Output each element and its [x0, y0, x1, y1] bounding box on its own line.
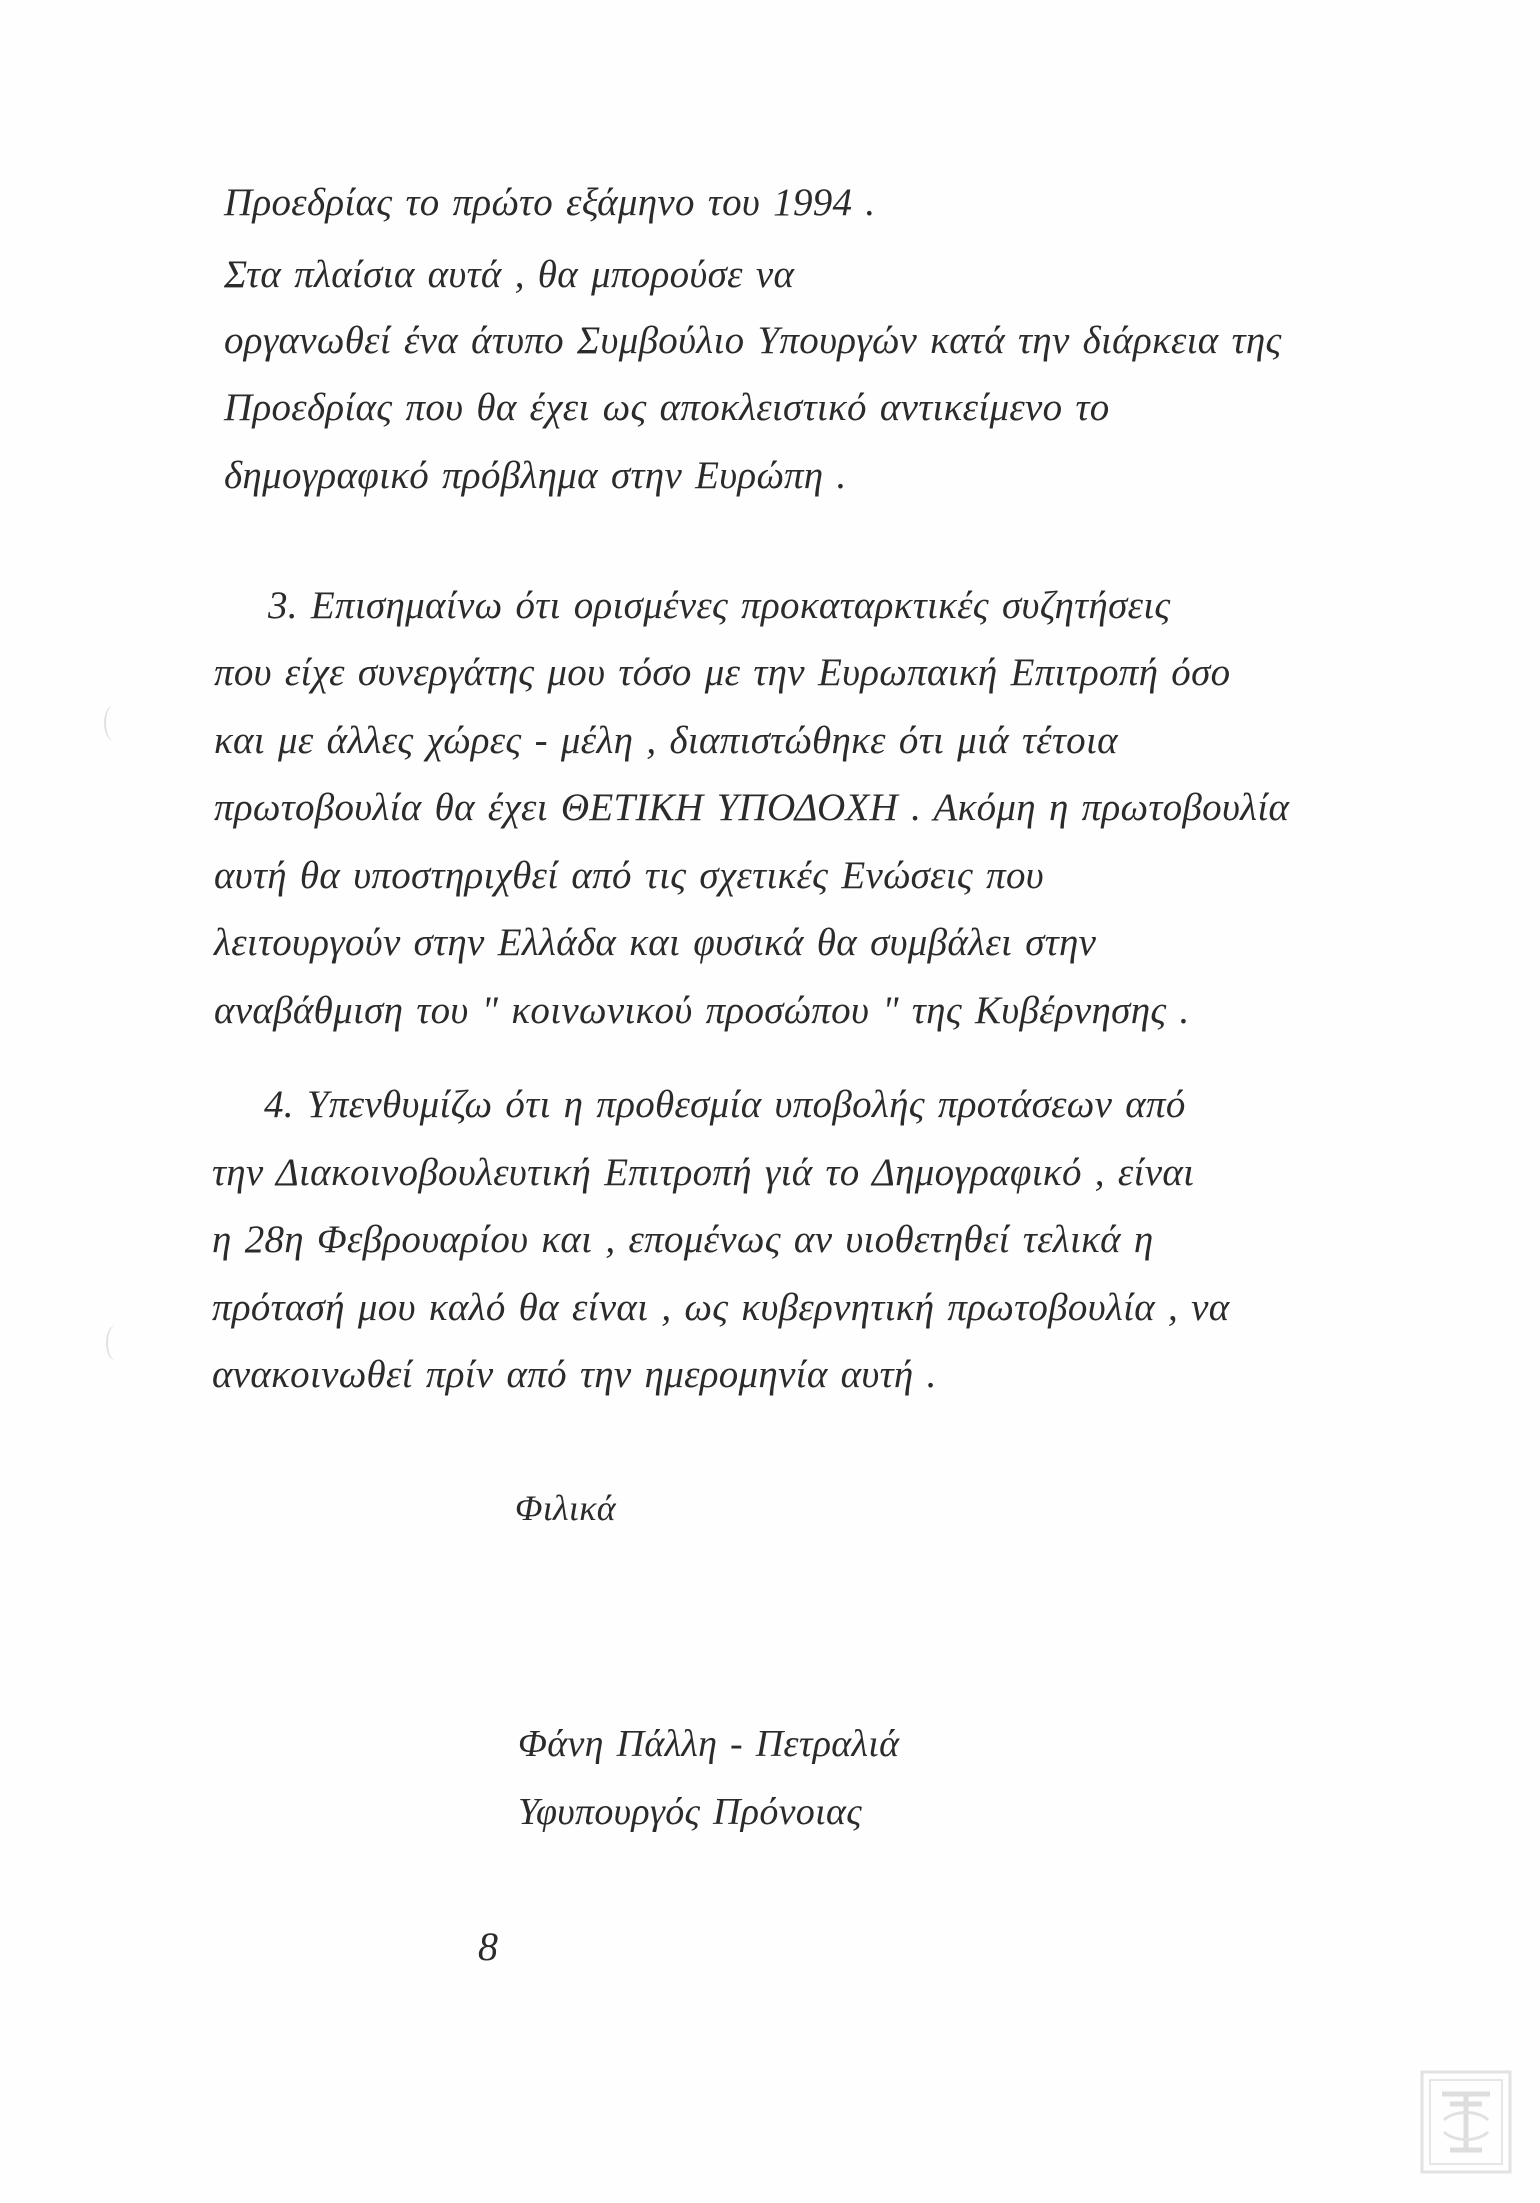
- paragraph-4-line-3: η 28η Φεβρουαρίου και , επομένως αν υιοθετηθεί τελικά η: [212, 1218, 1154, 1261]
- paragraph-3-line-7: αναβάθμιση του " κοινωνικού προσώπου " της Κυβέρνησης .: [214, 989, 1190, 1032]
- text-line-1: Προεδρίας το πρώτο εξάμηνο του 1994 .: [224, 181, 876, 224]
- paragraph-4-line-1: 4. Υπενθυμίζω ότι η προθεσμία υποβολής προτάσεων από: [264, 1083, 1186, 1126]
- paragraph-3-line-2: που είχε συνεργάτης μου τόσο με την Ευρωπαική Επιτροπή όσο: [214, 651, 1231, 694]
- paragraph-3-line-6: λειτουργούν στην Ελλάδα και φυσικά θα συμβάλει στην: [214, 921, 1097, 964]
- paragraph-4-line-2: την Διακοινοβουλευτική Επιτροπή γιά το Δημογραφικό , είναι: [212, 1151, 1195, 1194]
- text-line-3: οργανωθεί ένα άτυπο Συμβούλιο Υπουργών κατά την διάρκεια της: [224, 319, 1282, 362]
- signature-title: Υφυπουργός Πρόνοιας: [518, 1791, 862, 1833]
- closing-salutation: Φιλικά: [515, 1488, 616, 1528]
- paragraph-3-line-4: πρωτοβουλία θα έχει ΘΕΤΙΚΗ ΥΠΟΔΟΧΗ . Ακόμη η πρωτοβουλία: [214, 786, 1290, 829]
- text-line-2: Στα πλαίσια αυτά , θα μπορούσε να: [224, 253, 795, 296]
- paragraph-4-line-5: ανακοινωθεί πρίν από την ημερομηνία αυτή .: [212, 1353, 937, 1396]
- signature-name: Φάνη Πάλλη - Πετραλιά: [518, 1723, 900, 1765]
- text-line-5: δημογραφικό πρόβλημα στην Ευρώπη .: [224, 454, 847, 497]
- punch-hole-mark-top: [104, 705, 124, 741]
- text-line-4: Προεδρίας που θα έχει ως αποκλειστικό αντικείμενο το: [224, 386, 1110, 429]
- paragraph-4-line-4: πρότασή μου καλό θα είναι , ως κυβερνητική πρωτοβουλία , να: [212, 1286, 1230, 1329]
- paragraph-3-line-5: αυτή θα υποστηριχθεί από τις σχετικές Ενώσεις που: [214, 854, 1044, 897]
- punch-hole-mark-bottom: [106, 1325, 126, 1361]
- archive-stamp-icon: [1420, 2070, 1512, 2174]
- paragraph-3-line-3: και με άλλες χώρες - μέλη , διαπιστώθηκε ότι μιά τέτοια: [214, 719, 1118, 762]
- page-number: 8: [478, 1924, 498, 1969]
- paragraph-3-line-1: 3. Επισημαίνω ότι ορισμένες προκαταρκτικές συζητήσεις: [268, 584, 1171, 627]
